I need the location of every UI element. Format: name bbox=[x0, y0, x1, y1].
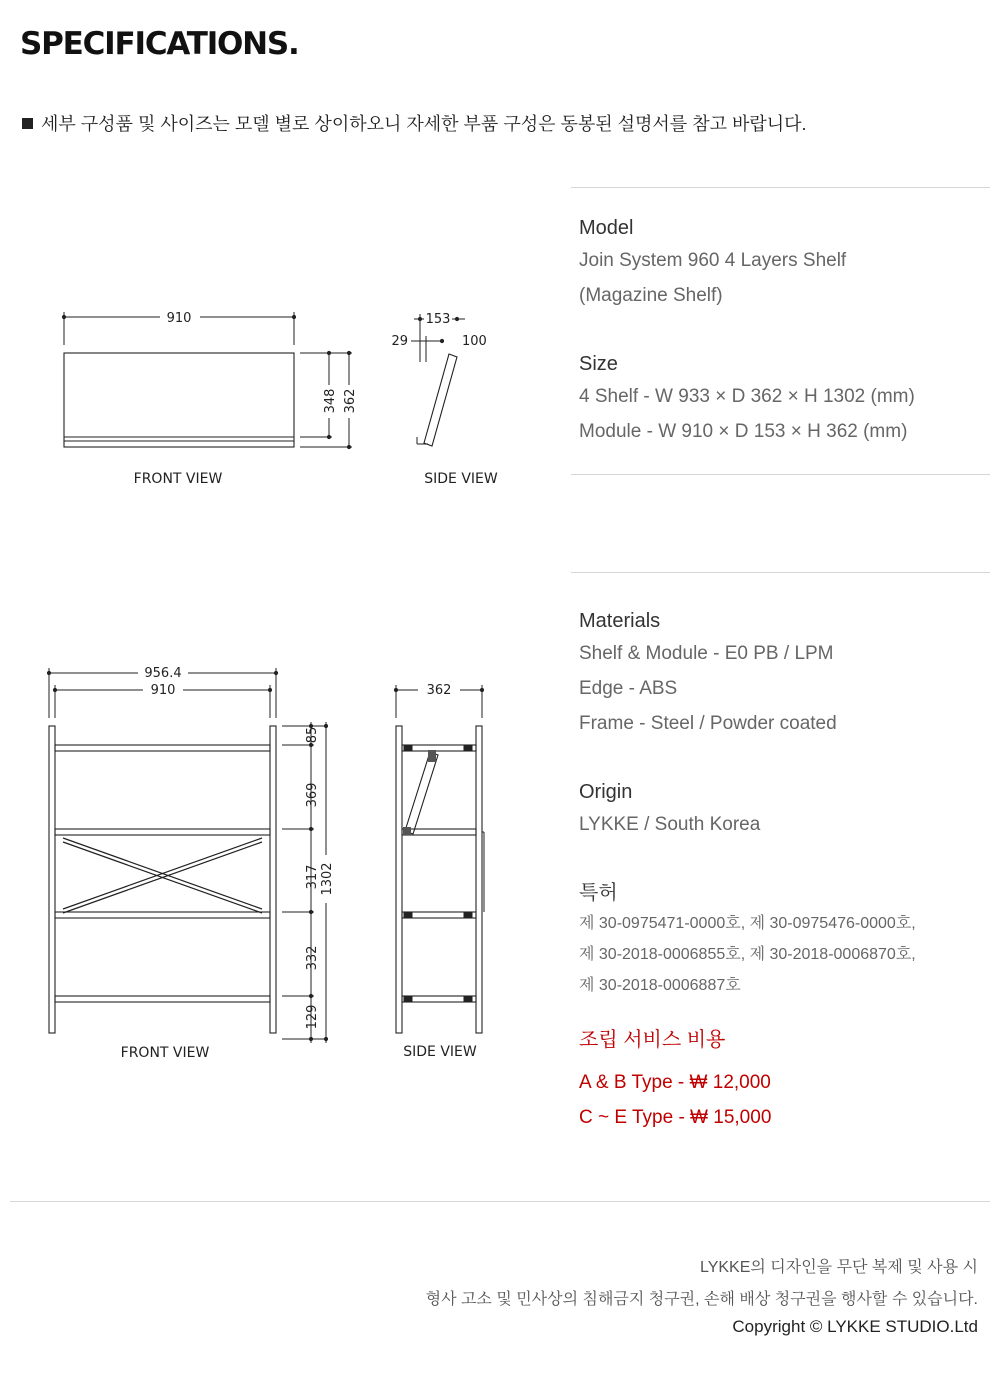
shelf-side-view bbox=[394, 683, 484, 1060]
origin-line: LYKKE / South Korea bbox=[579, 814, 761, 835]
spec-materials bbox=[579, 606, 989, 1135]
module-side-view-label: SIDE VIEW bbox=[424, 471, 498, 487]
dim-module-height-outer: 362 bbox=[343, 388, 358, 414]
assembly-service-heading: 조립 서비스 비용 bbox=[579, 1029, 726, 1051]
module-front-view bbox=[62, 311, 358, 487]
dim-shelf-369: 369 bbox=[305, 782, 320, 808]
materials-line: Shelf & Module - E0 PB / LPM bbox=[579, 643, 834, 664]
patent-line: 제 30-2018-0006855호, 제 30-2018-0006870호, bbox=[579, 946, 916, 963]
footer-divider bbox=[10, 1201, 990, 1202]
module-front-view-label: FRONT VIEW bbox=[133, 471, 223, 487]
size-line: Module - W 910 × D 153 × H 362 (mm) bbox=[579, 421, 908, 442]
dim-module-29: 29 bbox=[391, 334, 408, 349]
copyright: Copyright © LYKKE STUDIO.Ltd bbox=[732, 1317, 978, 1336]
shelf-side-view-label: SIDE VIEW bbox=[403, 1044, 477, 1060]
size-line: 4 Shelf - W 933 × D 362 × H 1302 (mm) bbox=[579, 386, 915, 407]
spec-model-size bbox=[579, 213, 989, 449]
size-heading: Size bbox=[579, 353, 618, 375]
assembly-service-price: C ~ E Type - ₩ 15,000 bbox=[579, 1107, 772, 1128]
patent-line: 제 30-2018-0006887호 bbox=[579, 977, 741, 994]
patent-heading: 특허 bbox=[579, 882, 618, 904]
materials-heading: Materials bbox=[579, 610, 661, 632]
shelf-front-view bbox=[47, 666, 335, 1061]
footer-line: 형사 고소 및 민사상의 침해금지 청구권, 손해 배상 청구권을 행사할 수 있습니다. bbox=[425, 1291, 978, 1308]
materials-line: Edge - ABS bbox=[579, 678, 678, 699]
patent-line: 제 30-0975471-0000호, 제 30-0975476-0000호, bbox=[579, 915, 916, 932]
model-heading: Model bbox=[579, 217, 634, 239]
dim-shelf-width-outer: 956.4 bbox=[144, 666, 182, 681]
materials-line: Frame - Steel / Powder coated bbox=[579, 713, 837, 734]
model-line: Join System 960 4 Layers Shelf bbox=[579, 250, 847, 271]
dim-module-100: 100 bbox=[462, 334, 487, 349]
page-title: SPECIFICATIONS. bbox=[20, 26, 299, 62]
dim-shelf-332: 332 bbox=[305, 945, 320, 971]
divider bbox=[571, 474, 990, 475]
dim-shelf-depth: 362 bbox=[426, 683, 452, 698]
divider bbox=[571, 187, 990, 188]
shelf-front-view-label: FRONT VIEW bbox=[120, 1045, 210, 1061]
dim-shelf-129: 129 bbox=[305, 1004, 320, 1030]
model-line: (Magazine Shelf) bbox=[579, 285, 723, 306]
dim-module-depth: 153 bbox=[425, 312, 451, 327]
divider bbox=[571, 572, 990, 573]
dim-module-width: 910 bbox=[166, 311, 192, 326]
dim-shelf-85: 85 bbox=[305, 726, 320, 744]
module-side-view bbox=[391, 312, 497, 487]
dim-shelf-1302: 1302 bbox=[320, 862, 335, 896]
origin-heading: Origin bbox=[579, 781, 633, 803]
dim-module-height-inner: 348 bbox=[323, 388, 338, 414]
assembly-service-price: A & B Type - ₩ 12,000 bbox=[579, 1072, 771, 1093]
notice-text: 세부 구성품 및 사이즈는 모델 별로 상이하오니 자세한 부품 구성은 동봉된 설명서를 참고 바랍니다. bbox=[41, 114, 807, 134]
dim-shelf-317: 317 bbox=[305, 864, 320, 890]
footer-line: LYKKE의 디자인을 무단 복제 및 사용 시 bbox=[700, 1259, 978, 1276]
dim-shelf-width-inner: 910 bbox=[150, 683, 176, 698]
